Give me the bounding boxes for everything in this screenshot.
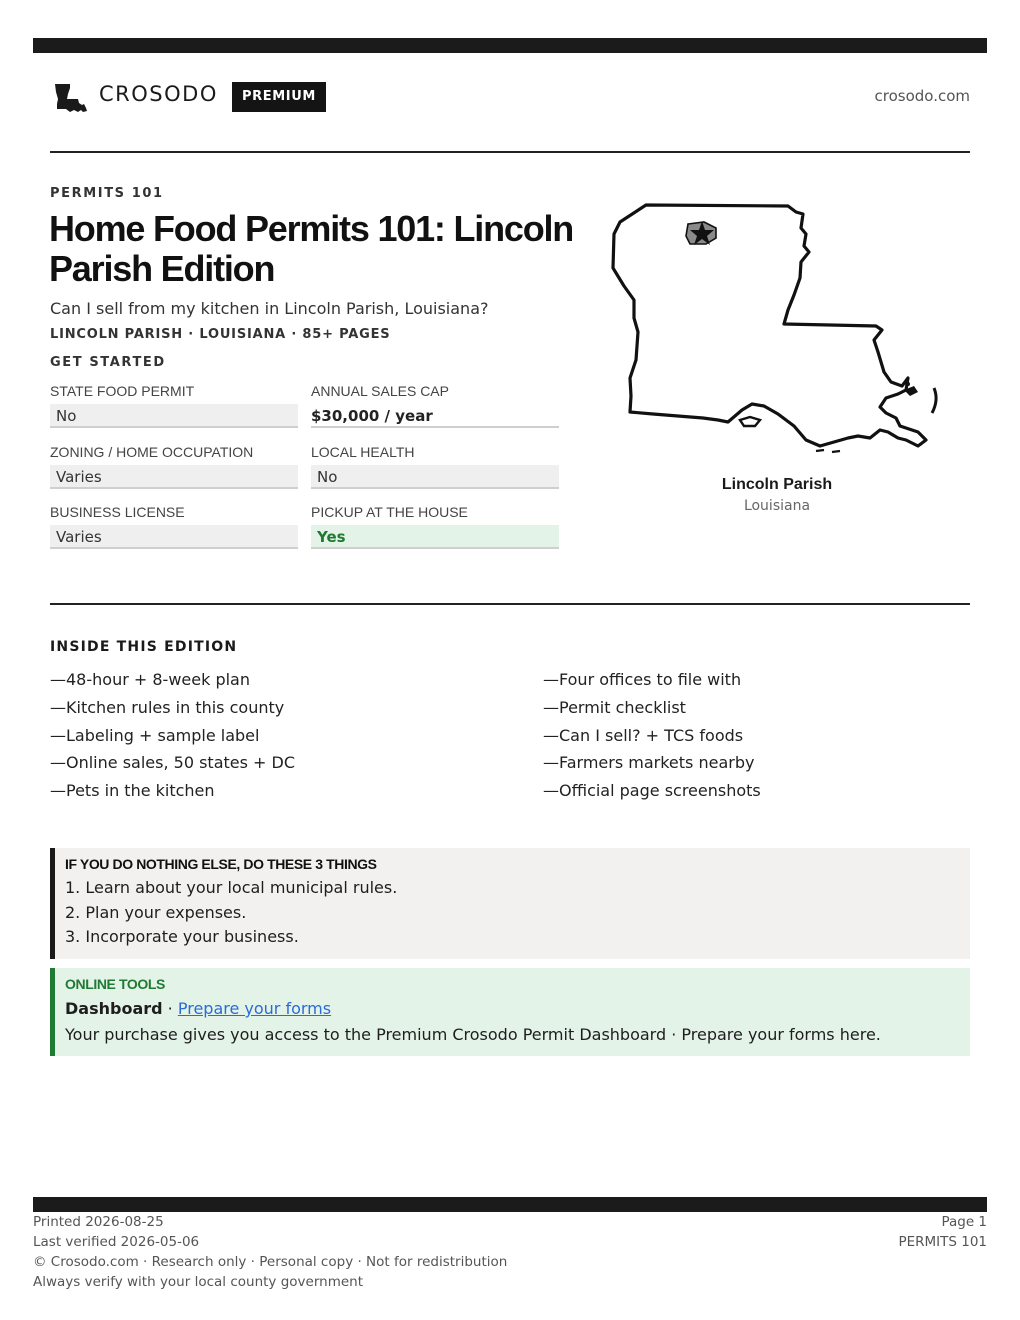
fact-business-license xyxy=(50,503,298,549)
fact-label: LOCAL HEALTH xyxy=(311,444,415,460)
lake-pontchartrain xyxy=(740,417,760,426)
list-item: —Online sales, 50 states + DC xyxy=(50,753,296,773)
coast-dash xyxy=(816,450,824,451)
printed-date: Printed 2026-08-25 xyxy=(33,1214,164,1230)
list-item: —Four offices to file with xyxy=(543,670,742,689)
fact-value: Yes xyxy=(311,525,559,549)
delta-dot xyxy=(906,382,910,386)
three-things-callout xyxy=(50,848,970,959)
fact-state-food-permit xyxy=(50,382,298,428)
callout-step: 2. Plan your expenses. xyxy=(65,902,247,922)
fact-label: PICKUP AT THE HOUSE xyxy=(311,504,468,520)
page-subtitle: Can I sell from my kitchen in Lincoln Parish, Louisiana? xyxy=(50,299,489,318)
map-parish-label: Lincoln Parish xyxy=(721,476,833,493)
callout-step: 3. Incorporate your business. xyxy=(65,927,299,946)
callout-step: 1. Learn about your local municipal rules. xyxy=(65,878,398,897)
verify-note: Always verify with your local county government xyxy=(33,1274,363,1290)
footer-section: PERMITS 101 xyxy=(898,1234,987,1250)
list-item: —Kitchen rules in this county xyxy=(50,697,285,717)
fact-value: Varies xyxy=(50,525,298,549)
site-url[interactable]: crosodo.com xyxy=(874,87,970,105)
top-rule-bar xyxy=(33,38,987,53)
inside-list-right xyxy=(543,666,761,805)
chandeleur-islands xyxy=(932,388,936,413)
tools-links-line xyxy=(65,996,960,1022)
fact-label: ANNUAL SALES CAP xyxy=(311,383,449,399)
tools-description: Your purchase gives you access to the Premium Crosodo Permit Dashboard · Prepare your forms here. xyxy=(65,1025,881,1044)
premium-badge: PREMIUM xyxy=(232,82,326,112)
fact-label: ZONING / HOME OCCUPATION xyxy=(50,444,254,460)
brand-name: CROSODO xyxy=(99,82,218,106)
footer-rule-bar xyxy=(33,1197,987,1212)
louisiana-state-silhouette-icon xyxy=(53,82,89,114)
fact-value: Varies xyxy=(50,465,298,489)
list-item: —48-hour + 8-week plan xyxy=(50,670,250,689)
header-divider xyxy=(50,151,970,153)
fact-value: No xyxy=(311,465,559,489)
fact-label: STATE FOOD PERMIT xyxy=(50,383,195,399)
list-item: —Permit checklist xyxy=(543,697,686,717)
page-number: Page 1 xyxy=(941,1214,987,1230)
section-kicker: PERMITS 101 xyxy=(50,186,164,201)
fact-label: BUSINESS LICENSE xyxy=(50,504,185,520)
fact-pickup-at-house xyxy=(311,503,559,549)
footer-right xyxy=(898,1212,987,1252)
list-item: —Farmers markets nearby xyxy=(543,753,755,773)
louisiana-map xyxy=(608,200,948,460)
louisiana-outline xyxy=(613,205,926,446)
callout-title: IF YOU DO NOTHING ELSE, DO THESE 3 THINGS xyxy=(65,856,377,872)
fact-zoning xyxy=(50,443,298,489)
page-title: Home Food Permits 101: Lincoln Parish Edition xyxy=(49,208,574,289)
tools-separator: · xyxy=(162,999,178,1018)
prepare-forms-link[interactable]: Prepare your forms xyxy=(177,999,332,1018)
fact-annual-sales-cap xyxy=(311,382,559,428)
fact-local-health xyxy=(311,443,559,489)
list-item: —Can I sell? + TCS foods xyxy=(543,725,744,745)
fact-value: $30,000 / year xyxy=(311,404,559,428)
map-state-label: Louisiana xyxy=(743,498,811,514)
list-item: —Labeling + sample label xyxy=(50,725,260,745)
list-item: —Official page screenshots xyxy=(543,781,761,801)
inside-list-left xyxy=(50,666,295,805)
copyright-note: © Crosodo.com · Research only · Personal copy · Not for redistribution xyxy=(33,1254,508,1270)
section-divider xyxy=(50,603,970,605)
tools-title: ONLINE TOOLS xyxy=(65,976,165,992)
get-started-heading: GET STARTED xyxy=(50,355,166,370)
edition-meta: LINCOLN PARISH · LOUISIANA · 85+ PAGES xyxy=(50,327,391,342)
page-header xyxy=(50,78,970,118)
inside-edition-heading: INSIDE THIS EDITION xyxy=(50,639,238,655)
coast-dash xyxy=(832,451,840,452)
verified-date: Last verified 2026-05-06 xyxy=(33,1234,200,1250)
footer-left xyxy=(33,1212,507,1292)
online-tools-callout xyxy=(50,968,970,1056)
fact-value: No xyxy=(50,404,298,428)
dashboard-label: Dashboard xyxy=(65,999,163,1018)
list-item: —Pets in the kitchen xyxy=(50,781,215,801)
